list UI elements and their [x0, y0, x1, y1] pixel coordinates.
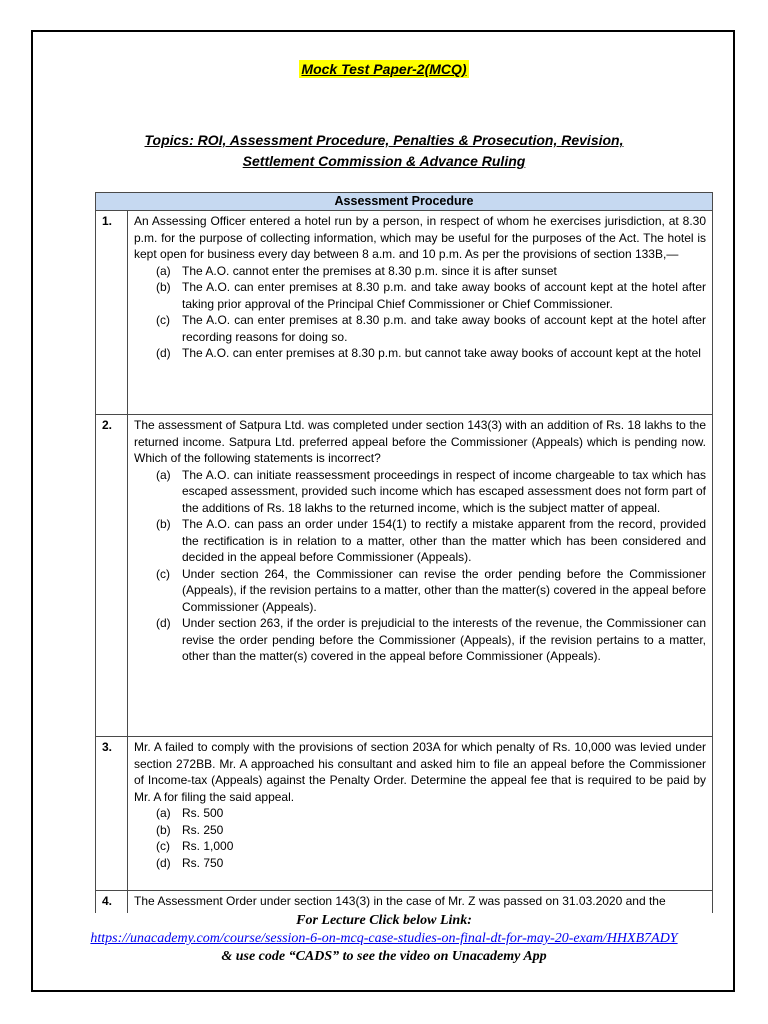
option-label: (a)	[156, 263, 171, 278]
question-row	[96, 415, 712, 737]
option-text: Rs. 500	[182, 806, 224, 820]
option-label: (a)	[156, 467, 171, 482]
question-stem: The assessment of Satpura Ltd. was completed under section 143(3) with an addition of Rs. 18 lakhs to the returned income. Satpura Ltd. preferred appeal before the Commissioner (Appeals) which is pending now. Which of the following statements is incorrect?	[134, 418, 706, 465]
option-text: Rs. 750	[182, 855, 224, 870]
question-body	[128, 415, 712, 736]
question-body	[128, 211, 712, 414]
question-row	[96, 211, 712, 415]
answer-option	[134, 805, 706, 822]
answer-option	[134, 838, 706, 855]
option-text: Under section 264, the Commissioner can revise the order pending before the Commissioner (Appeals), if the revision pertains to a matter, other than the matter(s) covered in the appeal before Commissioner (Appeals).	[182, 566, 706, 614]
option-text: Rs. 1,000	[182, 839, 234, 853]
answer-option	[134, 345, 706, 362]
answer-option	[134, 855, 706, 872]
option-label: (a)	[156, 806, 171, 820]
answer-option	[134, 279, 706, 312]
option-label: (b)	[156, 822, 171, 837]
answer-option	[134, 615, 706, 665]
questions-table	[95, 192, 713, 913]
option-text: The A.O. can enter premises at 8.30 p.m. but cannot take away books of account kept at the hotel	[182, 346, 701, 360]
question-row	[96, 737, 712, 891]
option-label: (c)	[156, 313, 170, 327]
option-text: The A.O. can enter premises at 8.30 p.m. and take away books of account kept at the hotel after recording reasons for doing so.	[182, 313, 706, 344]
question-stem: The Assessment Order under section 143(3) in the case of Mr. Z was passed on 31.03.2020 and the	[134, 894, 666, 908]
title-container	[0, 60, 768, 79]
footer-code-text: & use code “CADS” to see the video on Unacademy App	[221, 949, 547, 964]
footer-lecture-text: For Lecture Click below Link:	[296, 913, 472, 928]
question-body	[128, 737, 712, 890]
question-body	[128, 891, 712, 913]
answer-option	[134, 516, 706, 566]
question-number: 3.	[96, 737, 128, 890]
question-number: 2.	[96, 415, 128, 736]
option-label: (c)	[156, 566, 170, 581]
option-label: (b)	[156, 517, 171, 531]
topics-heading	[0, 130, 768, 172]
question-stem: Mr. A failed to comply with the provisions of section 203A for which penalty of Rs. 10,000 was levied under section 272BB. Mr. A approached his consultant and asked him to file an appeal before the Commissioner of Income-tax (Appeals) against the Penalty Order. Determine the appeal fee that is required to be paid by Mr. A for filing the said appeal.	[134, 740, 706, 804]
option-text: Rs. 250	[182, 822, 224, 837]
answer-option	[134, 467, 706, 517]
option-label: (b)	[156, 280, 171, 294]
lecture-link[interactable]: https://unacademy.com/course/session-6-on-mcq-case-studies-on-final-dt-for-may-20-exam/HHXB7ADY	[90, 931, 678, 946]
question-number: 1.	[96, 211, 128, 414]
option-label: (d)	[156, 616, 171, 630]
answer-option	[134, 566, 706, 616]
answer-option	[134, 822, 706, 839]
option-text: Under section 263, if the order is prejudicial to the interests of the revenue, the Commissioner can revise the order pending before the Commissioner (Appeals), if the revision pertains to a matter, other than the matter(s) covered in the appeal before Commissioner (Appeals).	[182, 616, 706, 663]
section-header: Assessment Procedure	[96, 193, 712, 211]
question-row	[96, 891, 712, 913]
option-label: (d)	[156, 855, 171, 870]
topics-line-1: Topics: ROI, Assessment Procedure, Penalties & Prosecution, Revision,	[144, 132, 624, 148]
page-title: Mock Test Paper-2(MCQ)	[301, 61, 467, 77]
option-text: The A.O. can initiate reassessment proceedings in respect of income chargeable to tax which has escaped assessment, provided such income which has escaped assessment does not form part of the additions of Rs. 18 lakhs to the returned income, which is the subject matter of appeal.	[182, 467, 706, 515]
option-text: The A.O. can pass an order under 154(1) to rectify a mistake apparent from the record, provided the rectification is in relation to a matter, other than the matter which has been considered and decided in the appeal before Commissioner (Appeals).	[182, 517, 706, 564]
footer	[0, 912, 768, 966]
question-number: 4.	[96, 891, 128, 913]
option-text: The A.O. can enter premises at 8.30 p.m. and take away books of account kept at the hotel after taking prior approval of the Principal Chief Commissioner or Chief Commissioner.	[182, 280, 706, 311]
answer-option	[134, 312, 706, 345]
question-stem: An Assessing Officer entered a hotel run by a person, in respect of whom he exercises jurisdiction, at 8.30 p.m. for the purpose of collecting information, which may be useful for the purposes of the Act. The hotel is kept open for business every day between 8 a.m. and 10 p.m. As per the provisions of section 133B,—	[134, 214, 706, 261]
option-label: (c)	[156, 839, 170, 853]
option-text: The A.O. cannot enter the premises at 8.30 p.m. since it is after sunset	[182, 263, 557, 278]
answer-option	[134, 263, 706, 280]
topics-line-2: Settlement Commission & Advance Ruling	[242, 153, 526, 169]
option-label: (d)	[156, 346, 171, 360]
